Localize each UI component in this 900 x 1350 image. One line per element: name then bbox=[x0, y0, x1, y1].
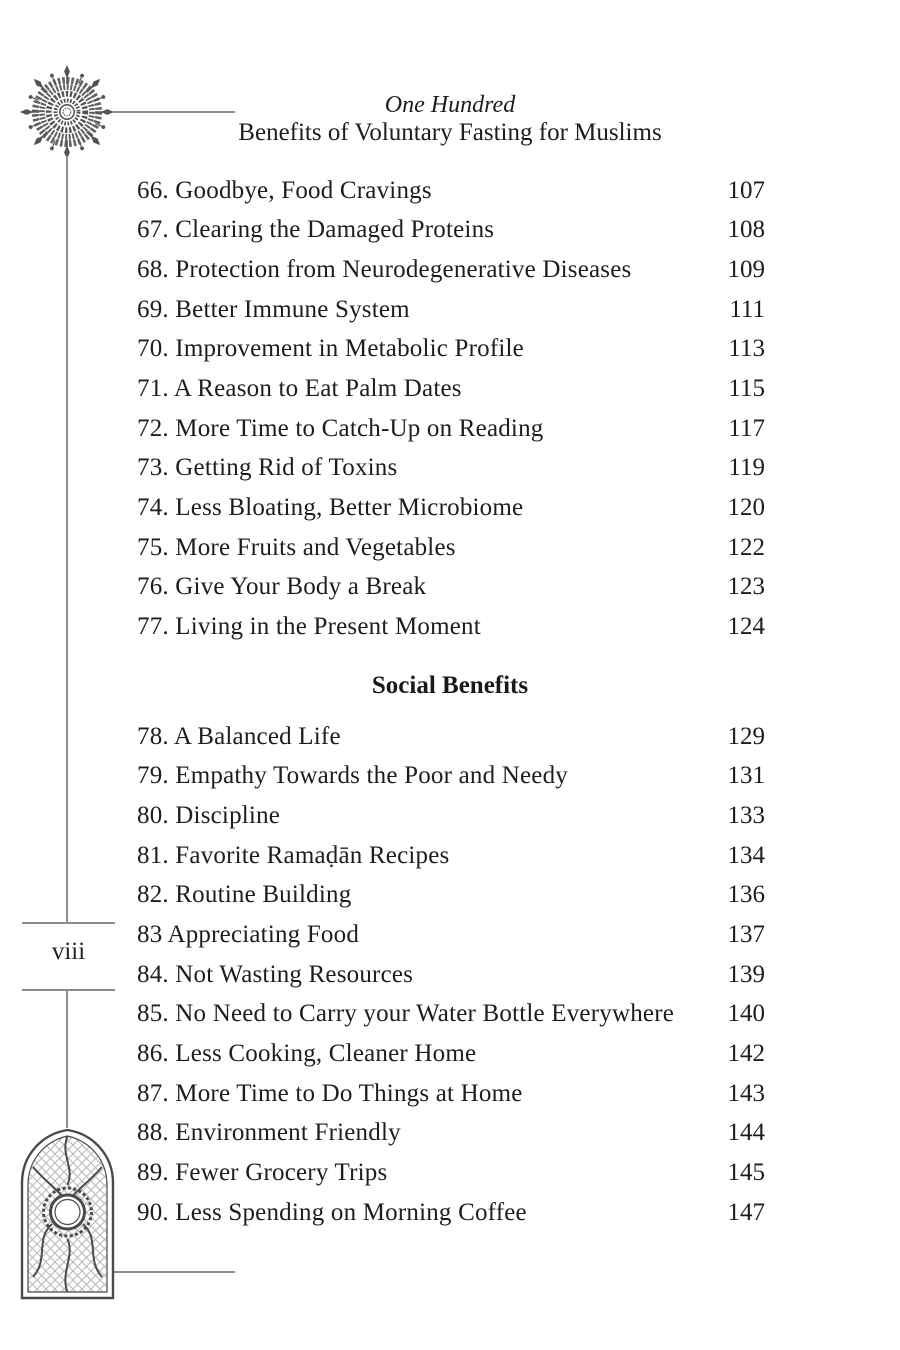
toc-entry-title: 80. Discipline bbox=[137, 802, 281, 830]
toc-entry bbox=[137, 717, 765, 757]
toc-entry-title: 86. Less Cooking, Cleaner Home bbox=[137, 1039, 477, 1067]
toc-entry bbox=[137, 488, 765, 528]
toc-entry-page: 131 bbox=[727, 762, 765, 790]
toc-entry bbox=[137, 409, 765, 449]
running-head-line1: One Hundred bbox=[384, 92, 516, 118]
toc-entry-title: 71. A Reason to Eat Palm Dates bbox=[137, 375, 462, 403]
toc-entry-title: 85. No Need to Carry your Water Bottle Everywhere bbox=[137, 1000, 675, 1028]
toc-entry-page: 123 bbox=[727, 573, 765, 601]
toc-entry-page: 133 bbox=[727, 802, 765, 830]
section-heading-social-benefits: Social Benefits bbox=[371, 672, 529, 699]
running-head bbox=[0, 92, 900, 146]
toc-section-health bbox=[137, 171, 765, 647]
toc-entry-title: 68. Protection from Neurodegenerative Diseases bbox=[137, 256, 632, 284]
toc-entry-page: 107 bbox=[727, 176, 765, 204]
toc-entry-page: 117 bbox=[728, 414, 765, 442]
toc-entry bbox=[137, 607, 765, 647]
toc-entry bbox=[137, 994, 765, 1034]
toc-entry-page: 120 bbox=[727, 493, 765, 521]
toc-entry-page: 129 bbox=[727, 722, 765, 750]
toc-entry-title: 89. Fewer Grocery Trips bbox=[137, 1158, 388, 1186]
folio-rule-bottom bbox=[22, 989, 115, 991]
toc-entry-page: 140 bbox=[727, 1000, 765, 1028]
toc-entry-title: 77. Living in the Present Moment bbox=[137, 612, 481, 640]
toc-entry-title: 73. Getting Rid of Toxins bbox=[137, 454, 398, 482]
toc-entry-page: 134 bbox=[727, 841, 765, 869]
toc-entry-title: 82. Routine Building bbox=[137, 881, 352, 909]
toc-entry bbox=[137, 369, 765, 409]
toc-entry bbox=[137, 757, 765, 797]
toc-entry-page: 124 bbox=[727, 612, 765, 640]
toc-entry-title: 79. Empathy Towards the Poor and Needy bbox=[137, 762, 569, 790]
toc-entry bbox=[137, 915, 765, 955]
toc-entry-page: 108 bbox=[727, 216, 765, 244]
left-rule-upper bbox=[66, 156, 68, 922]
footer-rule bbox=[113, 1271, 235, 1273]
toc-entry bbox=[137, 1034, 765, 1074]
arch-ornament-icon bbox=[19, 1127, 116, 1301]
toc-entry-page: 115 bbox=[728, 375, 765, 403]
toc-entry-page: 109 bbox=[727, 256, 765, 284]
toc-entry bbox=[137, 1153, 765, 1193]
toc-entry-page: 139 bbox=[727, 960, 765, 988]
toc-entry-page: 145 bbox=[727, 1158, 765, 1186]
folio-rule-top bbox=[22, 922, 115, 924]
toc-entry-title: 74. Less Bloating, Better Microbiome bbox=[137, 493, 524, 521]
toc-entry bbox=[137, 250, 765, 290]
toc-entry bbox=[137, 567, 765, 607]
toc-entry-title: 76. Give Your Body a Break bbox=[137, 573, 427, 601]
toc-entry-page: 119 bbox=[728, 454, 765, 482]
toc-entry bbox=[137, 1113, 765, 1153]
toc-entry-page: 143 bbox=[727, 1079, 765, 1107]
folio-page-number: viii bbox=[51, 938, 86, 965]
toc-entry bbox=[137, 171, 765, 211]
toc-entry bbox=[137, 955, 765, 995]
left-rule-lower bbox=[66, 991, 68, 1128]
toc-entry bbox=[137, 1193, 765, 1233]
toc-entry-page: 111 bbox=[729, 295, 765, 323]
toc-entry bbox=[137, 796, 765, 836]
toc-entry-page: 147 bbox=[727, 1198, 765, 1226]
toc-entry-title: 72. More Time to Catch-Up on Reading bbox=[137, 414, 544, 442]
toc-entry-title: 90. Less Spending on Morning Coffee bbox=[137, 1198, 527, 1226]
toc-entry bbox=[137, 330, 765, 370]
toc-entry-title: 70. Improvement in Metabolic Profile bbox=[137, 335, 524, 363]
toc-entry-title: 88. Environment Friendly bbox=[137, 1119, 401, 1147]
toc-entry-title: 66. Goodbye, Food Cravings bbox=[137, 176, 432, 204]
toc-entry-title: 84. Not Wasting Resources bbox=[137, 960, 414, 988]
toc-entry bbox=[137, 876, 765, 916]
toc-entry-page: 136 bbox=[727, 881, 765, 909]
toc-entry-title: 69. Better Immune System bbox=[137, 295, 410, 323]
toc-entry-page: 113 bbox=[728, 335, 765, 363]
toc-entry bbox=[137, 528, 765, 568]
toc-entry-page: 122 bbox=[727, 533, 765, 561]
toc-entry bbox=[137, 290, 765, 330]
toc-entry-title: 67. Clearing the Damaged Proteins bbox=[137, 216, 495, 244]
toc-entry-page: 142 bbox=[727, 1039, 765, 1067]
toc-entry-title: 75. More Fruits and Vegetables bbox=[137, 533, 456, 561]
toc-section-social bbox=[137, 717, 765, 1232]
toc-entry-title: 81. Favorite Ramaḍān Recipes bbox=[137, 841, 450, 869]
toc-entry-page: 144 bbox=[727, 1119, 765, 1147]
toc-entry bbox=[137, 1074, 765, 1114]
toc-entry bbox=[137, 211, 765, 251]
toc-entry-page: 137 bbox=[727, 921, 765, 949]
toc-entry-title: 78. A Balanced Life bbox=[137, 722, 341, 750]
toc-entry-title: 83 Appreciating Food bbox=[137, 921, 360, 949]
toc-entry-title: 87. More Time to Do Things at Home bbox=[137, 1079, 523, 1107]
toc-entry bbox=[137, 448, 765, 488]
running-head-line2: Benefits of Voluntary Fasting for Muslims bbox=[238, 119, 662, 146]
toc-entry bbox=[137, 836, 765, 876]
